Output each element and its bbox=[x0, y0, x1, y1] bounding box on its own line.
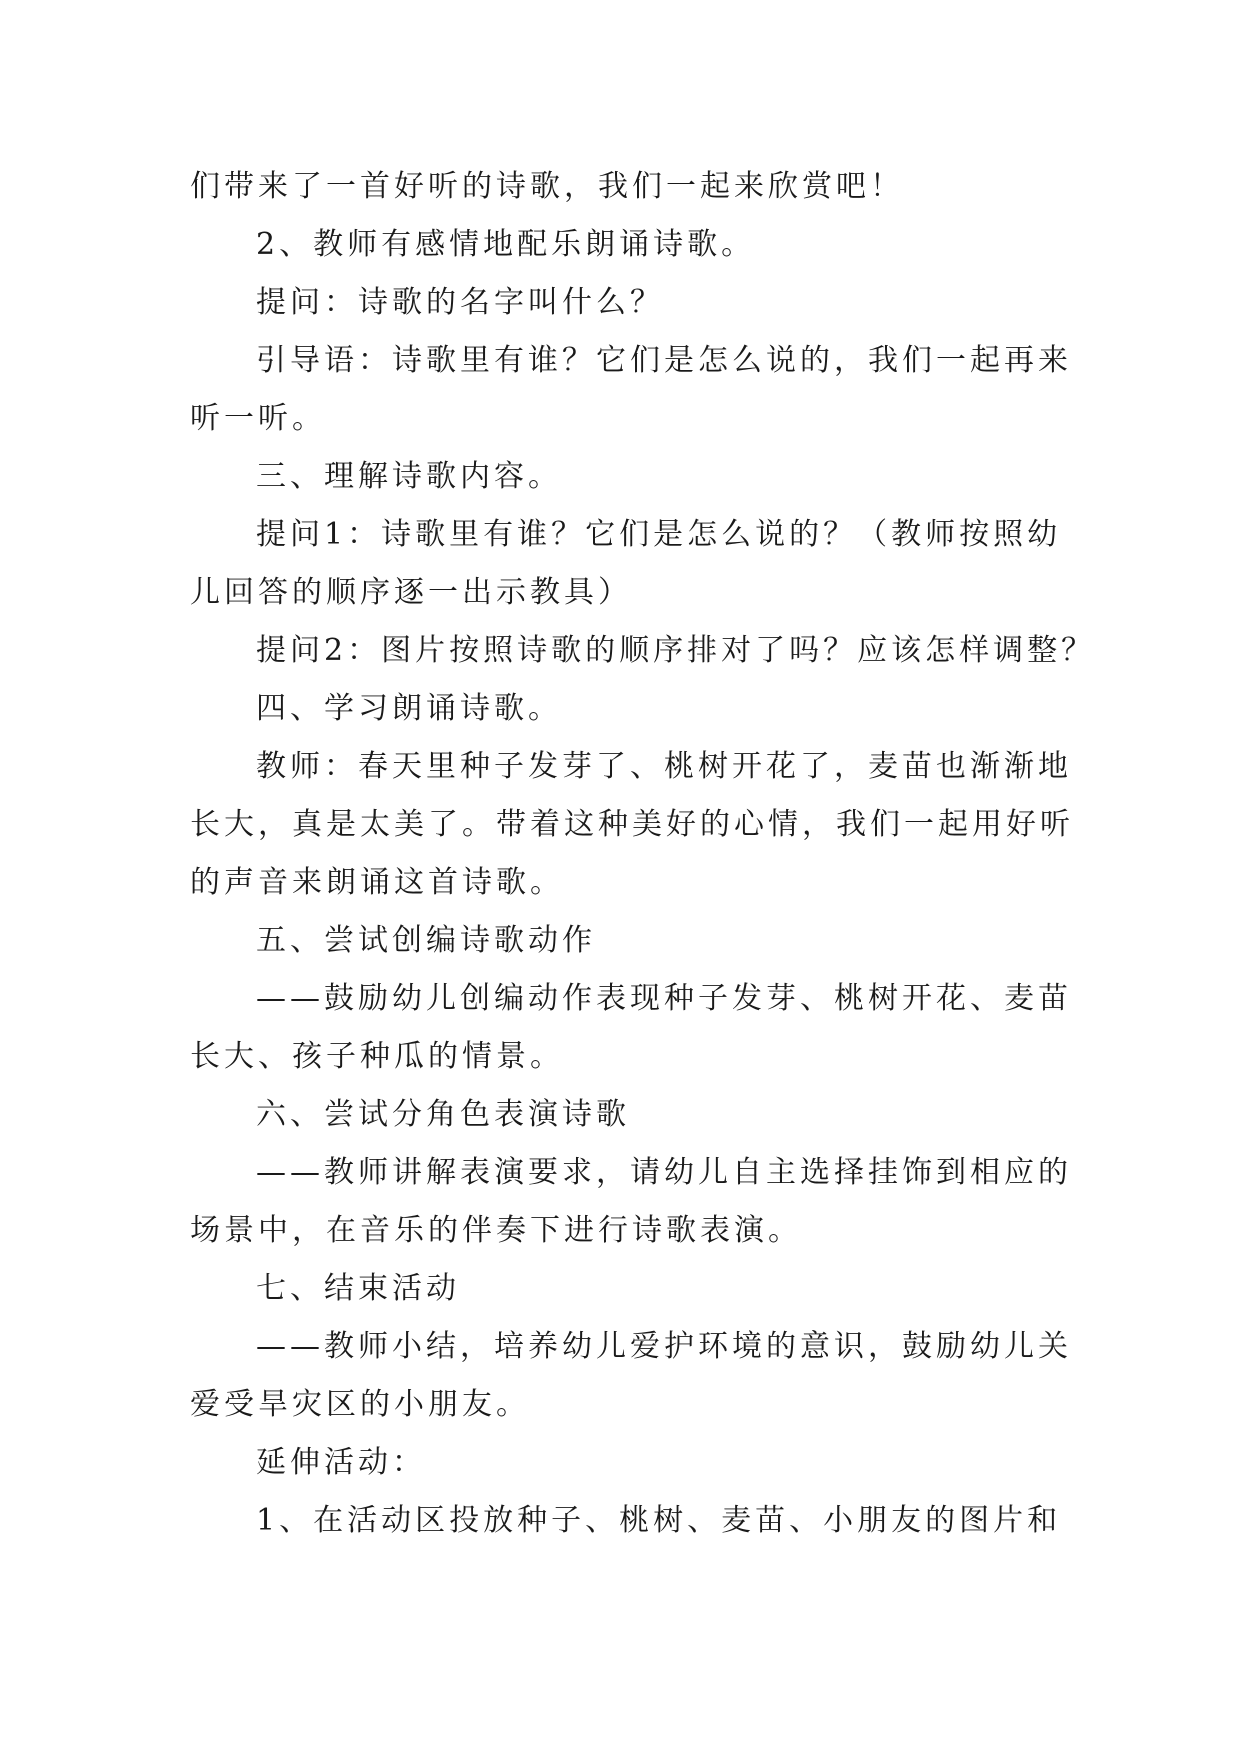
section-heading-5: 五、尝试创编诗歌动作 bbox=[256, 923, 596, 958]
section-heading-7: 七、结束活动 bbox=[256, 1271, 460, 1306]
text-line-24: 1、在活动区投放种子、桃树、麦苗、小朋友的图片和 bbox=[256, 1503, 1062, 1538]
text-line-5: 听一听。 bbox=[190, 401, 326, 436]
text-line-9: 提问2：图片按照诗歌的顺序排对了吗？应该怎样调整？ bbox=[256, 633, 1096, 668]
document-body bbox=[190, 158, 1096, 1550]
extension-heading: 延伸活动： bbox=[256, 1445, 426, 1480]
text-line-16: 长大、孩子种瓜的情景。 bbox=[190, 1039, 564, 1074]
text-line-18: ——教师讲解表演要求，请幼儿自主选择挂饰到相应的 bbox=[256, 1155, 1072, 1190]
text-line-11: 教师：春天里种子发芽了、桃树开花了，麦苗也渐渐地 bbox=[256, 749, 1072, 784]
text-line-2: 2、教师有感情地配乐朗诵诗歌。 bbox=[256, 227, 756, 262]
text-line-22: 爱受旱灾区的小朋友。 bbox=[190, 1387, 530, 1422]
text-line-1: 们带来了一首好听的诗歌，我们一起来欣赏吧！ bbox=[190, 169, 904, 204]
text-line-19: 场景中，在音乐的伴奏下进行诗歌表演。 bbox=[190, 1213, 802, 1248]
text-line-8: 儿回答的顺序逐一出示教具） bbox=[190, 575, 632, 610]
text-line-12: 长大，真是太美了。带着这种美好的心情，我们一起用好听 bbox=[190, 807, 1074, 842]
text-line-13: 的声音来朗诵这首诗歌。 bbox=[190, 865, 564, 900]
text-line-4: 引导语：诗歌里有谁？它们是怎么说的，我们一起再来 bbox=[256, 343, 1072, 378]
section-heading-4: 四、学习朗诵诗歌。 bbox=[256, 691, 562, 726]
text-line-3: 提问：诗歌的名字叫什么？ bbox=[256, 285, 664, 320]
text-line-21: ——教师小结，培养幼儿爱护环境的意识，鼓励幼儿关 bbox=[256, 1329, 1072, 1364]
text-line-15: ——鼓励幼儿创编动作表现种子发芽、桃树开花、麦苗 bbox=[256, 981, 1072, 1016]
section-heading-6: 六、尝试分角色表演诗歌 bbox=[256, 1097, 630, 1132]
text-line-7: 提问1：诗歌里有谁？它们是怎么说的？（教师按照幼 bbox=[256, 517, 1062, 552]
section-heading-3: 三、理解诗歌内容。 bbox=[256, 459, 562, 494]
